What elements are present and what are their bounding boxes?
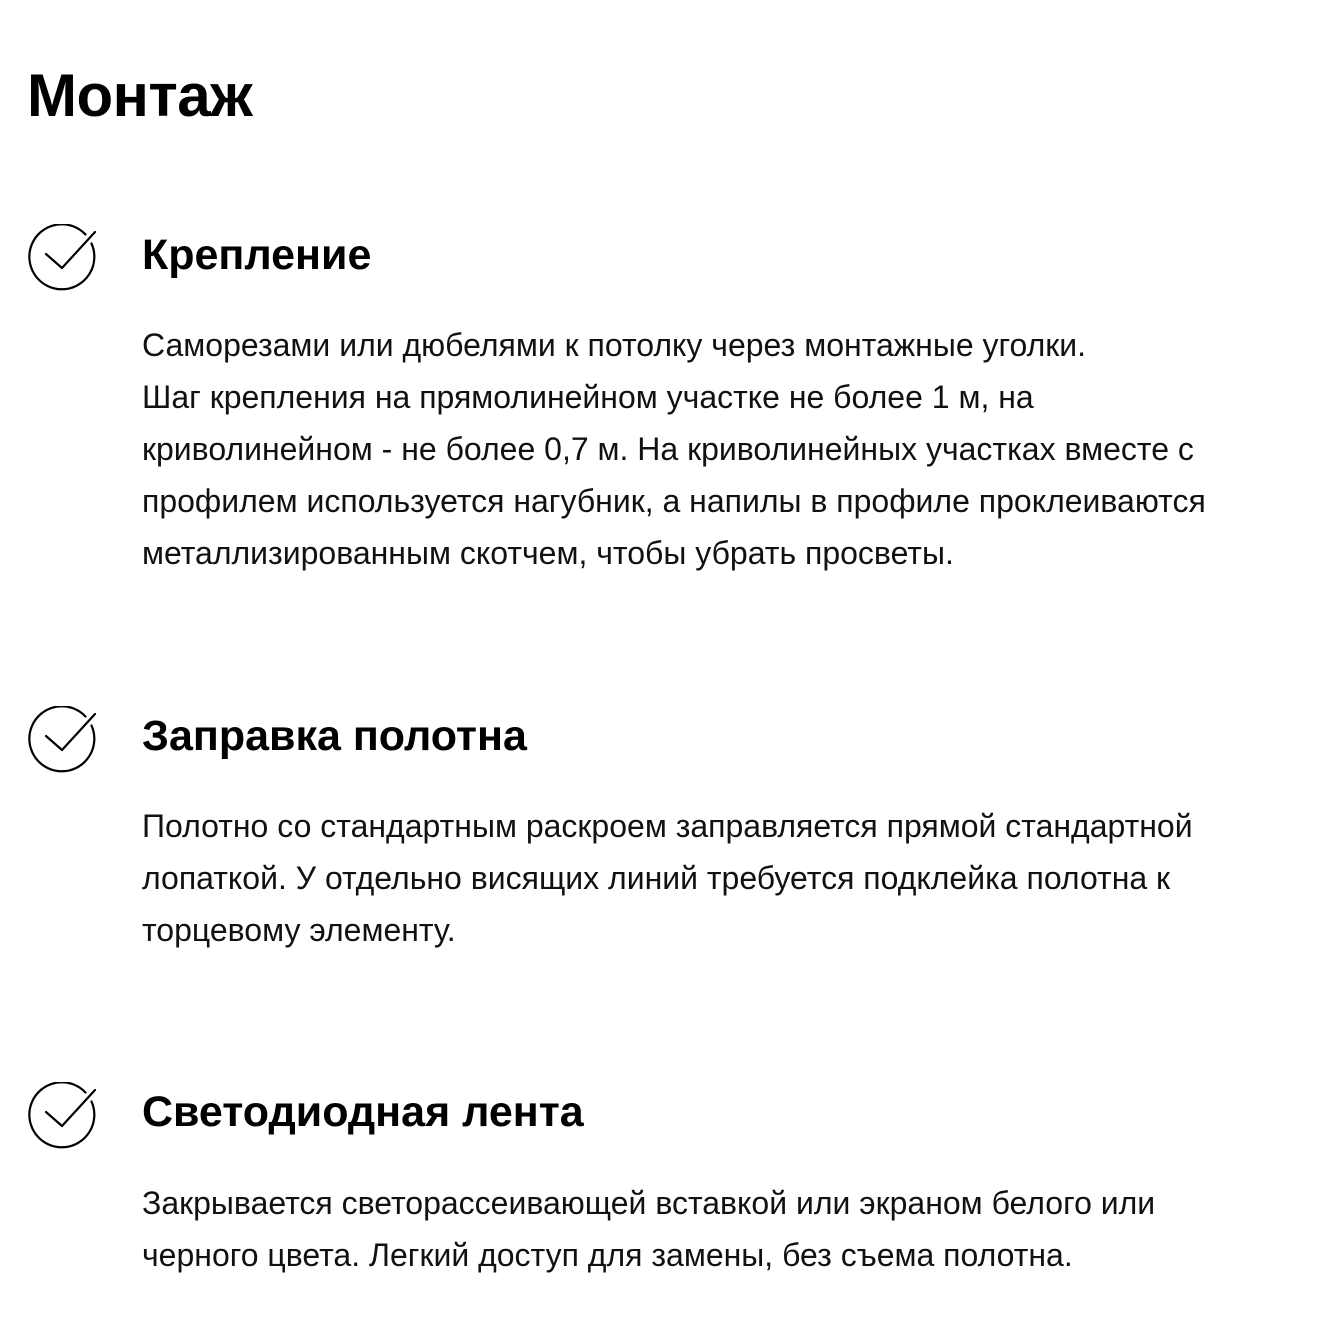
text-line: Шаг крепления на прямолинейном участке не более 1 м, на	[142, 379, 1034, 415]
text-line: Закрывается светорассеивающей вставкой или экраном белого или	[142, 1185, 1156, 1221]
text-line: Саморезами или дюбелями к потолку через монтажные уголки.	[142, 327, 1087, 363]
section-title: Светодиодная лента	[142, 1088, 584, 1136]
text-line: профилем используется нагубник, а напилы в профиле проклеиваются	[142, 483, 1206, 519]
section-text	[142, 319, 1302, 579]
text-line: металлизированным скотчем, чтобы убрать просветы.	[142, 535, 954, 571]
page-title: Монтаж	[27, 62, 253, 129]
section-text	[142, 800, 1302, 956]
check-circle-icon	[28, 706, 98, 774]
text-line: Полотно со стандартным раскроем заправляется прямой стандартной	[142, 808, 1193, 844]
text-line: торцевому элементу.	[142, 912, 456, 948]
section-title: Крепление	[142, 231, 372, 279]
check-circle-icon	[28, 1082, 98, 1150]
text-line: лопаткой. У отдельно висящих линий требуется подклейка полотна к	[142, 860, 1171, 896]
section-title: Заправка полотна	[142, 712, 527, 760]
text-line: черного цвета. Легкий доступ для замены, без съема полотна.	[142, 1237, 1073, 1273]
section-text	[142, 1177, 1302, 1281]
text-line: криволинейном - не более 0,7 м. На криволинейных участках вместе с	[142, 431, 1194, 467]
check-circle-icon	[28, 224, 98, 292]
